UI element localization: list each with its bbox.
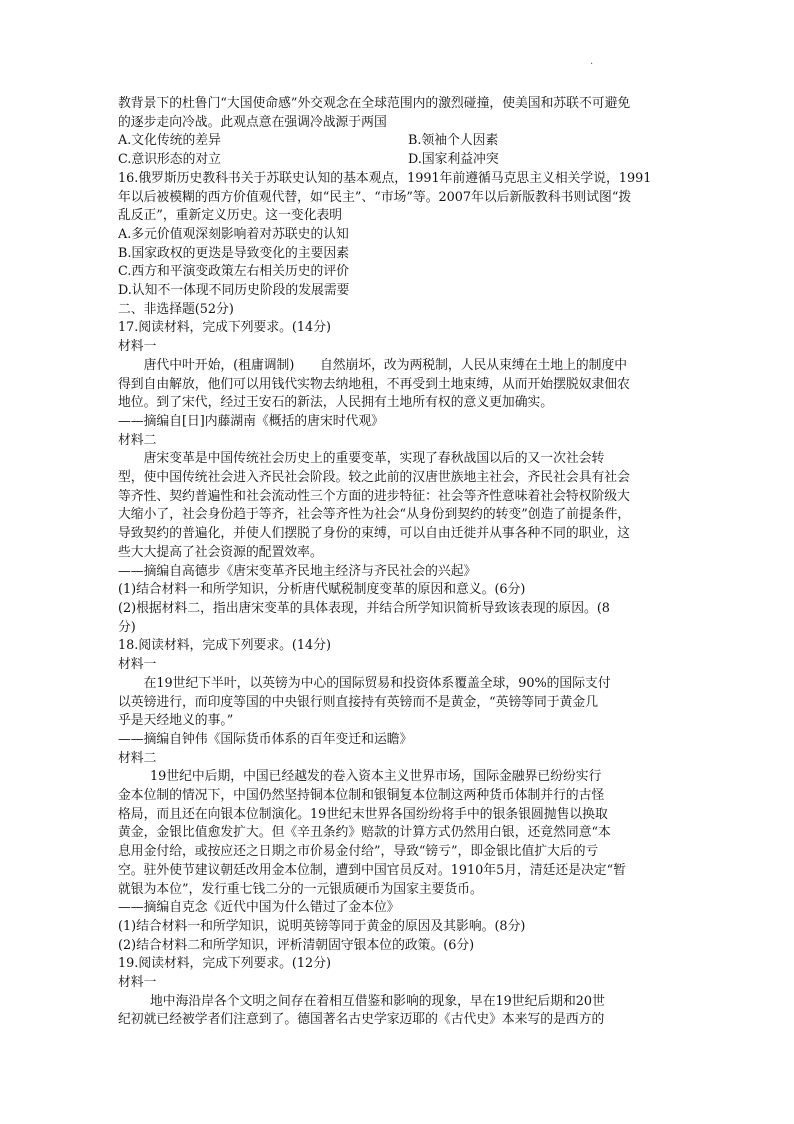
q18-material-2-line: 息用金付给，或按应还之日期之市价易金付给”，导致“镑亏”，即金银比值扩大后的亏 — [118, 844, 599, 860]
q18-material-2-line: 金本位制的情况下，中国仍然坚持铜本位制和银铜复本位制这两种货币体制并行的古怪 — [118, 788, 605, 804]
q15-options-row — [118, 151, 684, 170]
section-heading: 二、非选择题(52分) — [118, 301, 234, 317]
q18-material-2-line: 就银为本位”，发行重七钱二分的一元银质硬币为国家主要货币。 — [118, 881, 483, 897]
q17-material-1-line: 得到自由解放，他们可以用钱代实物去纳地租，不再受到土地束缚，从而开始摆脱奴隶佃农 — [118, 376, 630, 392]
q15-options-row — [118, 132, 684, 151]
q17-material-2-line: 唐宋变革是中国传统社会历史上的重要变革，实现了春秋战国以后的又一次社会转 — [143, 451, 605, 467]
q15-option-b: B.领袖个人因素 — [408, 133, 499, 149]
q17-material-1-line: 唐代中叶开始，(租庸调制) 自然崩坏，改为两税制，人民从束缚在土地上的制度中 — [143, 357, 628, 373]
q15-option-a: A.文化传统的差异 — [118, 133, 221, 149]
q17-material-2-line: 大缩小了，社会身份趋于等齐，社会等齐性为社会“从身份到契约的转变”创造了前提条件， — [118, 507, 631, 523]
page-mark: . — [590, 56, 594, 67]
q17-requirement-1: (1)结合材料一和所学知识，分析唐代赋税制度变革的原因和意义。(6分) — [118, 582, 526, 598]
q18-material-1-line: 乎是天经地义的事。” — [118, 713, 234, 729]
q17-material-2-line: 些大大提高了社会资源的配置效率。 — [118, 544, 323, 560]
q17-material-1-source: ——摘编自[日]内藤湖南《概括的唐宋时代观》 — [118, 413, 384, 429]
q18-material-1-line: 在19世纪下半叶，以英镑为中心的国际贸易和投资体系覆盖全球，90%的国际支付 — [143, 675, 611, 691]
q18-title: 18.阅读材料，完成下列要求。(14分) — [118, 638, 331, 654]
q18-material-1-source: ——摘编自钟伟《国际货币体系的百年变迁和运瞻》 — [118, 731, 413, 747]
q16-option-c: C.西方和平演变政策左右相关历史的评价 — [118, 264, 349, 280]
q17-material-2-line: 导致契约的普遍化，并使人们摆脱了身份的束缚，可以自由迁徙并从事各种不同的职业，这 — [118, 526, 630, 542]
q15-stem-line: 教背景下的杜鲁门“大国使命感”外交观念在全球范围内的激烈碰撞，使美国和苏联不可避免 — [118, 96, 631, 111]
question-17 — [118, 319, 684, 637]
q19-material-1-line: 纪初就已经被学者们注意到了。德国著名古史学家迈耶的《古代史》本来写的是西方的 — [118, 1012, 605, 1028]
q17-material-2-source: ——摘编自高德步《唐宋变革齐民地主经济与齐民社会的兴起》 — [118, 563, 477, 579]
q16-stem-line: 年以后被模糊的西方价值观代替，如“民主”、“市场”等。2007年以后新版教科书则试图“拨 — [118, 189, 632, 205]
q16-stem-line: 乱反正”，重新定义历史。这一变化表明 — [118, 208, 343, 224]
q17-requirement-2: (2)根据材料二，指出唐宋变革的具体表现，并结合所学知识简析导致该表现的原因。(8 — [118, 600, 610, 616]
q18-material-1-label: 材料一 — [118, 657, 157, 673]
q15-stem-line: 的逐步走向冷战。此观点意在强调冷战源于两国 — [118, 114, 387, 130]
q18-requirement-2: (2)结合材料二和所学知识，评析清朝固守银本位的政策。(6分) — [118, 937, 475, 953]
question-16 — [118, 170, 684, 301]
q17-title: 17.阅读材料，完成下列要求。(14分) — [118, 320, 331, 336]
q15-option-d: D.国家利益冲突 — [408, 152, 499, 168]
q18-material-2-line: 黄金，金银比值愈发扩大。但《辛丑条约》赔款的计算方式仍然用白银，还竟然同意“本 — [118, 825, 611, 841]
q17-material-2-line: 型，使中国传统社会进入齐民社会阶段。较之此前的汉唐世族地主社会，齐民社会具有社会 — [118, 470, 630, 486]
q16-option-b: B.国家政权的更迭是导致变化的主要因素 — [118, 245, 350, 261]
question-15 — [118, 95, 684, 170]
q18-material-2-line: 格局，而且还在向银本位制演化。19世纪末世界各国纷纷将手中的银条银圆抛售以换取 — [118, 806, 608, 822]
q15-option-c: C.意识形态的对立 — [118, 152, 221, 168]
q17-material-1-label: 材料一 — [118, 339, 157, 355]
q19-title: 19.阅读材料，完成下列要求。(12分) — [118, 956, 331, 972]
question-19 — [118, 955, 684, 1030]
q18-material-2-line: 空。驻外使节建议朝廷改用金本位制，遭到中国官员反对。1910年5月，清廷还是决定“暂 — [118, 862, 626, 878]
q16-option-a: A.多元价值观深刻影响着对苏联史的认知 — [118, 226, 349, 242]
q16-option-d: D.认知不一体现不同历史阶段的发展需要 — [118, 283, 350, 299]
q16-stem-line: 16.俄罗斯历史教科书关于苏联史认知的基本观点，1991年前遵循马克思主义相关学说，1991 — [118, 170, 652, 186]
q19-material-1-line: 地中海沿岸各个文明之间存在着相互借鉴和影响的现象，早在19世纪后期和20世 — [150, 993, 605, 1009]
q18-requirement-1: (1)结合材料一和所学知识，说明英镑等同于黄金的原因及其影响。(8分) — [118, 918, 526, 934]
q19-material-1-label: 材料一 — [118, 975, 157, 991]
q18-material-1-line: 以英镑进行，而印度等国的中央银行则直接持有英镑而不是黄金，“英镑等同于黄金几 — [118, 694, 599, 710]
page-content — [118, 95, 684, 1030]
q17-material-1-line: 地位。到了宋代，经过王安石的新法，人民拥有土地所有权的意义更加确实。 — [118, 395, 554, 411]
question-18 — [118, 637, 684, 955]
q17-material-2-label: 材料二 — [118, 432, 157, 448]
q17-requirement-2-cont: 分) — [118, 619, 136, 635]
q18-material-2-line: 19世纪中后期，中国已经越发的卷入资本主义世界市场，国际金融界已纷纷实行 — [150, 769, 602, 785]
q18-material-2-source: ——摘编自克念《近代中国为什么错过了金本位》 — [118, 900, 400, 916]
q17-material-2-line: 等齐性、契约普遍性和社会流动性三个方面的进步特征：社会等齐性意味着社会特权阶级大 — [118, 488, 630, 504]
q18-material-2-label: 材料二 — [118, 750, 157, 766]
